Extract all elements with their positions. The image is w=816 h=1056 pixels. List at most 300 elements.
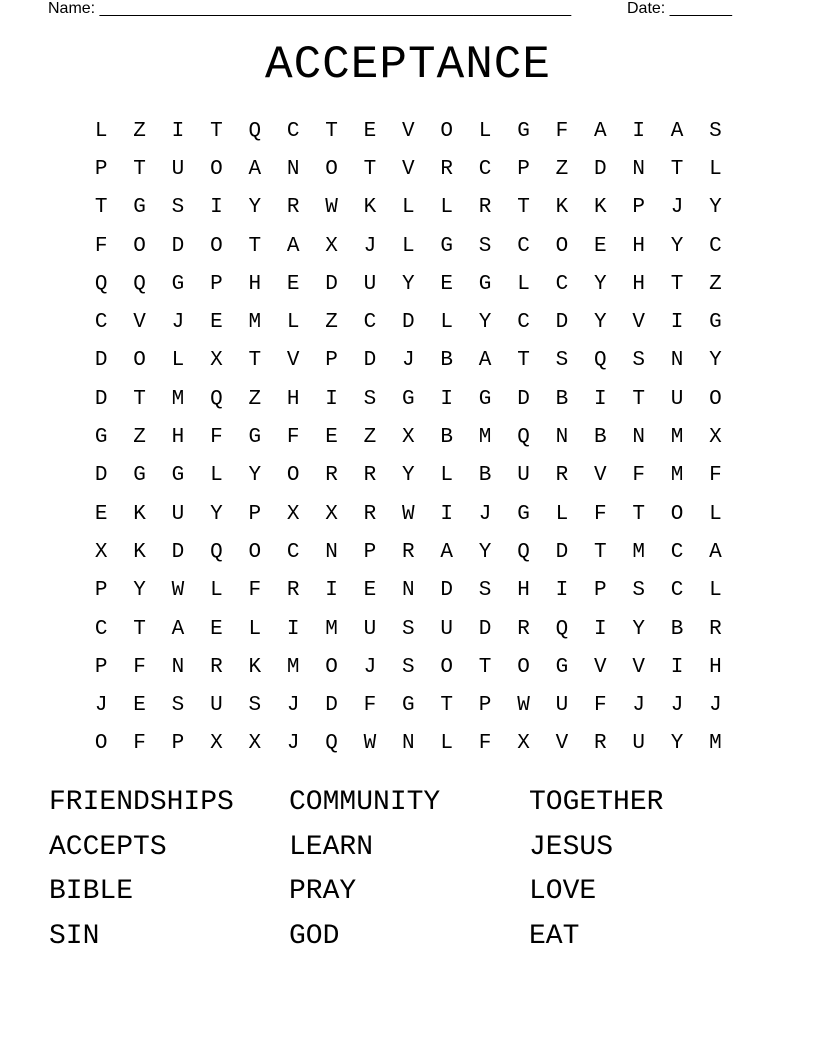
- grid-letter: P: [94, 157, 108, 181]
- grid-letter: E: [325, 426, 338, 450]
- grid-letter: I: [210, 196, 223, 220]
- grid-letter: C: [670, 540, 684, 564]
- grid-letter: S: [555, 349, 569, 373]
- grid-letter: P: [632, 196, 645, 220]
- grid-letter: K: [555, 196, 569, 220]
- grid-letter: C: [286, 119, 300, 143]
- grid-letter: O: [133, 349, 146, 373]
- grid-letter: G: [555, 655, 569, 679]
- word-list-item: LEARN: [289, 831, 374, 863]
- grid-letter: F: [94, 234, 108, 258]
- grid-letter: F: [632, 464, 645, 488]
- grid-letter: K: [133, 540, 146, 564]
- grid-letter: K: [593, 196, 607, 220]
- grid-letter: D: [171, 234, 185, 258]
- grid-letter: P: [363, 540, 377, 564]
- grid-letter: B: [555, 387, 569, 411]
- grid-letter: M: [709, 732, 722, 756]
- grid-letter: J: [363, 234, 377, 258]
- grid-letter: X: [210, 732, 223, 756]
- grid-letter: I: [632, 119, 645, 143]
- grid-letter: D: [363, 349, 377, 373]
- grid-letter: T: [133, 387, 146, 411]
- grid-letter: O: [440, 655, 454, 679]
- worksheet-header: [48, 0, 748, 20]
- grid-letter: C: [709, 234, 722, 258]
- name-field[interactable]: [48, 0, 571, 18]
- grid-letter: S: [632, 579, 645, 603]
- grid-letter: T: [440, 694, 454, 718]
- grid-letter: E: [440, 272, 454, 296]
- grid-letter: N: [632, 426, 645, 450]
- grid-letter: D: [593, 157, 607, 181]
- grid-letter: O: [210, 234, 223, 258]
- grid-letter: O: [133, 234, 146, 258]
- grid-letter: U: [171, 502, 185, 526]
- word-list-item: COMMUNITY: [289, 787, 441, 818]
- grid-letter: Q: [133, 272, 146, 296]
- grid-letter: L: [94, 119, 108, 143]
- grid-letter: V: [133, 311, 146, 335]
- grid-letter: I: [593, 387, 607, 411]
- grid-letter: L: [248, 617, 262, 641]
- grid-letter: Q: [517, 540, 530, 564]
- grid-letter: A: [286, 234, 300, 258]
- grid-letter: L: [210, 464, 223, 488]
- grid-letter: V: [632, 311, 645, 335]
- grid-letter: C: [478, 157, 492, 181]
- grid-letter: L: [709, 579, 722, 603]
- date-line[interactable]: _______: [669, 0, 732, 17]
- grid-letter: H: [286, 387, 300, 411]
- grid-letter: S: [402, 655, 415, 679]
- grid-letter: R: [593, 732, 607, 756]
- grid-letter: F: [286, 426, 300, 450]
- grid-letter: J: [670, 196, 684, 220]
- grid-letter: L: [440, 196, 454, 220]
- grid-letter: H: [517, 579, 530, 603]
- grid-letter: O: [248, 540, 262, 564]
- grid-letter: Y: [402, 272, 415, 296]
- grid-letter: D: [94, 387, 108, 411]
- grid-letter: S: [171, 694, 185, 718]
- letter-grid: [82, 112, 735, 763]
- grid-letter: D: [325, 272, 338, 296]
- grid-letter: T: [325, 119, 338, 143]
- grid-letter: L: [440, 311, 454, 335]
- grid-letter: H: [632, 234, 645, 258]
- grid-letter: F: [133, 655, 146, 679]
- grid-letter: P: [171, 732, 185, 756]
- grid-letter: P: [94, 579, 108, 603]
- grid-letter: T: [632, 387, 645, 411]
- word-list-item: LOVE: [529, 876, 597, 908]
- grid-letter: L: [286, 311, 300, 335]
- grid-letter: X: [94, 540, 108, 564]
- grid-letter: Z: [133, 426, 146, 450]
- grid-letter: I: [325, 387, 338, 411]
- grid-letter: G: [133, 196, 146, 220]
- grid-letter: B: [440, 426, 454, 450]
- grid-letter: E: [210, 311, 223, 335]
- grid-letter: H: [248, 272, 262, 296]
- grid-letter: Q: [248, 119, 262, 143]
- date-label: Date:: [627, 0, 666, 17]
- grid-letter: Y: [593, 272, 607, 296]
- grid-letter: H: [709, 655, 722, 679]
- grid-letter: C: [94, 311, 108, 335]
- grid-letter: Z: [325, 311, 338, 335]
- grid-letter: J: [171, 311, 185, 335]
- grid-letter: J: [286, 694, 300, 718]
- grid-letter: V: [555, 732, 569, 756]
- grid-letter: D: [94, 464, 108, 488]
- word-list-item: SIN: [49, 921, 100, 953]
- grid-letter: C: [517, 311, 530, 335]
- word-list-item: GOD: [289, 921, 340, 953]
- grid-letter: D: [325, 694, 338, 718]
- grid-letter: H: [171, 426, 185, 450]
- grid-letter: Z: [363, 426, 377, 450]
- grid-letter: A: [248, 157, 262, 181]
- grid-letter: B: [670, 617, 684, 641]
- grid-letter: S: [478, 579, 492, 603]
- grid-letter: U: [555, 694, 569, 718]
- grid-letter: I: [440, 387, 454, 411]
- grid-letter: E: [286, 272, 300, 296]
- grid-letter: C: [286, 540, 300, 564]
- grid-letter: B: [440, 349, 454, 373]
- grid-letter: U: [363, 272, 377, 296]
- grid-letter: T: [478, 655, 492, 679]
- grid-letter: J: [670, 694, 684, 718]
- grid-letter: I: [555, 579, 569, 603]
- grid-letter: N: [325, 540, 338, 564]
- grid-letter: I: [670, 655, 684, 679]
- grid-letter: I: [286, 617, 300, 641]
- word-list-item: BIBLE: [49, 876, 134, 908]
- grid-letter: U: [517, 464, 530, 488]
- grid-letter: Y: [670, 732, 684, 756]
- grid-letter: F: [363, 694, 377, 718]
- grid-letter: R: [517, 617, 530, 641]
- grid-letter: S: [478, 234, 492, 258]
- grid-letter: J: [94, 694, 108, 718]
- grid-letter: F: [709, 464, 722, 488]
- grid-letter: N: [555, 426, 569, 450]
- grid-letter: O: [325, 655, 338, 679]
- grid-letter: E: [363, 119, 377, 143]
- grid-letter: I: [325, 579, 338, 603]
- grid-letter: S: [248, 694, 262, 718]
- grid-letter: Z: [555, 157, 569, 181]
- grid-letter: M: [171, 387, 185, 411]
- grid-letter: F: [248, 579, 262, 603]
- grid-letter: G: [171, 464, 185, 488]
- grid-letter: O: [94, 732, 108, 756]
- grid-letter: O: [440, 119, 454, 143]
- grid-letter: C: [94, 617, 108, 641]
- grid-letter: X: [286, 502, 300, 526]
- grid-letter: Z: [133, 119, 146, 143]
- grid-letter: R: [210, 655, 223, 679]
- grid-letter: Q: [593, 349, 607, 373]
- grid-letter: T: [133, 617, 146, 641]
- grid-letter: Y: [248, 196, 262, 220]
- grid-letter: J: [363, 655, 377, 679]
- grid-letter: S: [632, 349, 645, 373]
- grid-letter: J: [632, 694, 645, 718]
- grid-letter: G: [440, 234, 454, 258]
- grid-letter: L: [440, 732, 454, 756]
- grid-letter: P: [248, 502, 262, 526]
- grid-letter: A: [440, 540, 454, 564]
- grid-letter: Y: [478, 311, 492, 335]
- grid-letter: O: [670, 502, 684, 526]
- grid-letter: F: [593, 502, 607, 526]
- grid-letter: T: [517, 196, 530, 220]
- grid-letter: Z: [248, 387, 262, 411]
- grid-letter: U: [210, 694, 223, 718]
- grid-letter: N: [286, 157, 300, 181]
- grid-letter: N: [402, 732, 415, 756]
- grid-letter: C: [555, 272, 569, 296]
- grid-letter: L: [440, 464, 454, 488]
- grid-letter: Y: [478, 540, 492, 564]
- grid-letter: Y: [402, 464, 415, 488]
- grid-letter: Y: [133, 579, 146, 603]
- grid-letter: R: [325, 464, 338, 488]
- grid-letter: G: [94, 426, 108, 450]
- grid-letter: Q: [517, 426, 530, 450]
- grid-letter: N: [402, 579, 415, 603]
- grid-letter: M: [478, 426, 492, 450]
- grid-letter: D: [555, 540, 569, 564]
- grid-letter: F: [478, 732, 492, 756]
- grid-letter: R: [363, 464, 377, 488]
- grid-letter: R: [286, 196, 300, 220]
- grid-letter: K: [133, 502, 146, 526]
- grid-letter: R: [709, 617, 722, 641]
- grid-letter: N: [632, 157, 645, 181]
- grid-letter: R: [555, 464, 569, 488]
- grid-letter: D: [555, 311, 569, 335]
- grid-letter: V: [593, 655, 607, 679]
- grid-letter: X: [210, 349, 223, 373]
- grid-letter: D: [440, 579, 454, 603]
- grid-letter: I: [593, 617, 607, 641]
- grid-letter: G: [248, 426, 262, 450]
- grid-letter: Z: [709, 272, 722, 296]
- grid-letter: J: [286, 732, 300, 756]
- grid-letter: R: [478, 196, 492, 220]
- grid-letter: G: [478, 387, 492, 411]
- grid-letter: Y: [210, 502, 223, 526]
- grid-letter: N: [670, 349, 684, 373]
- word-list-item: JESUS: [529, 831, 614, 863]
- grid-letter: C: [363, 311, 377, 335]
- grid-letter: E: [593, 234, 607, 258]
- grid-letter: I: [440, 502, 454, 526]
- grid-letter: W: [325, 196, 338, 220]
- grid-letter: G: [517, 502, 530, 526]
- grid-letter: P: [478, 694, 492, 718]
- grid-letter: J: [402, 349, 415, 373]
- word-list-item: PRAY: [289, 876, 357, 908]
- word-list-item: EAT: [529, 921, 580, 953]
- grid-letter: W: [363, 732, 377, 756]
- name-label: Name:: [48, 0, 96, 17]
- grid-letter: A: [171, 617, 185, 641]
- grid-letter: R: [440, 157, 454, 181]
- grid-letter: T: [670, 272, 684, 296]
- grid-letter: L: [478, 119, 492, 143]
- grid-letter: V: [593, 464, 607, 488]
- grid-letter: D: [478, 617, 492, 641]
- date-field[interactable]: [627, 0, 732, 18]
- grid-letter: Q: [210, 387, 223, 411]
- grid-letter: X: [402, 426, 415, 450]
- grid-letter: U: [171, 157, 185, 181]
- grid-letter: A: [593, 119, 607, 143]
- grid-letter: A: [670, 119, 684, 143]
- grid-letter: A: [709, 540, 722, 564]
- grid-letter: S: [709, 119, 722, 143]
- grid-letter: H: [632, 272, 645, 296]
- grid-letter: X: [517, 732, 530, 756]
- grid-letter: A: [478, 349, 492, 373]
- grid-letter: O: [517, 655, 530, 679]
- grid-letter: Y: [709, 349, 722, 373]
- grid-letter: E: [94, 502, 108, 526]
- grid-letter: J: [709, 694, 722, 718]
- grid-letter: E: [363, 579, 377, 603]
- grid-letter: L: [210, 579, 223, 603]
- grid-letter: K: [248, 655, 262, 679]
- grid-letter: G: [133, 464, 146, 488]
- grid-letter: D: [402, 311, 415, 335]
- grid-letter: X: [248, 732, 262, 756]
- grid-letter: O: [286, 464, 300, 488]
- grid-letter: Y: [593, 311, 607, 335]
- grid-letter: L: [517, 272, 530, 296]
- grid-letter: L: [402, 234, 415, 258]
- word-list: [49, 784, 769, 963]
- grid-letter: P: [325, 349, 338, 373]
- grid-letter: V: [402, 157, 415, 181]
- grid-letter: U: [440, 617, 454, 641]
- grid-letter: D: [517, 387, 530, 411]
- grid-letter: C: [670, 579, 684, 603]
- grid-letter: S: [171, 196, 185, 220]
- page-title: ACCEPTANCE: [264, 39, 552, 91]
- grid-letter: L: [171, 349, 185, 373]
- grid-letter: P: [210, 272, 223, 296]
- grid-letter: T: [632, 502, 645, 526]
- grid-letter: T: [210, 119, 223, 143]
- grid-letter: Y: [709, 196, 722, 220]
- grid-letter: P: [517, 157, 530, 181]
- grid-letter: L: [555, 502, 569, 526]
- grid-letter: T: [517, 349, 530, 373]
- grid-letter: J: [478, 502, 492, 526]
- grid-letter: U: [632, 732, 645, 756]
- grid-letter: I: [670, 311, 684, 335]
- grid-letter: P: [94, 655, 108, 679]
- grid-letter: U: [670, 387, 684, 411]
- grid-letter: V: [402, 119, 415, 143]
- grid-letter: F: [593, 694, 607, 718]
- grid-letter: R: [363, 502, 377, 526]
- grid-letter: T: [363, 157, 377, 181]
- grid-letter: G: [709, 311, 722, 335]
- grid-letter: O: [325, 157, 338, 181]
- grid-letter: T: [94, 196, 108, 220]
- grid-letter: G: [402, 387, 415, 411]
- grid-letter: E: [133, 694, 146, 718]
- grid-letter: O: [709, 387, 722, 411]
- grid-letter: B: [593, 426, 607, 450]
- grid-letter: I: [171, 119, 185, 143]
- grid-letter: S: [363, 387, 377, 411]
- grid-letter: T: [670, 157, 684, 181]
- grid-letter: M: [286, 655, 300, 679]
- grid-letter: F: [133, 732, 146, 756]
- grid-letter: Y: [632, 617, 645, 641]
- grid-letter: E: [210, 617, 223, 641]
- grid-letter: T: [248, 349, 262, 373]
- grid-letter: X: [709, 426, 722, 450]
- grid-letter: L: [709, 502, 722, 526]
- grid-letter: V: [632, 655, 645, 679]
- grid-letter: R: [402, 540, 415, 564]
- grid-letter: W: [171, 579, 185, 603]
- grid-letter: S: [402, 617, 415, 641]
- grid-letter: L: [709, 157, 722, 181]
- grid-letter: Y: [670, 234, 684, 258]
- grid-letter: Q: [555, 617, 569, 641]
- grid-letter: T: [248, 234, 262, 258]
- grid-letter: M: [248, 311, 262, 335]
- grid-letter: T: [593, 540, 607, 564]
- grid-letter: M: [670, 464, 684, 488]
- grid-letter: Q: [94, 272, 108, 296]
- grid-letter: M: [325, 617, 338, 641]
- grid-letter: F: [555, 119, 569, 143]
- grid-letter: L: [402, 196, 415, 220]
- grid-letter: R: [286, 579, 300, 603]
- grid-letter: P: [593, 579, 607, 603]
- word-list-item: TOGETHER: [529, 787, 664, 818]
- grid-letter: W: [517, 694, 530, 718]
- grid-letter: M: [632, 540, 645, 564]
- grid-letter: N: [171, 655, 185, 679]
- name-line[interactable]: _____________________________________________________: [99, 0, 572, 17]
- grid-letter: B: [478, 464, 492, 488]
- grid-letter: G: [402, 694, 415, 718]
- grid-letter: G: [171, 272, 185, 296]
- grid-letter: D: [94, 349, 108, 373]
- grid-letter: X: [325, 234, 338, 258]
- word-list-item: FRIENDSHIPS: [49, 787, 234, 818]
- grid-letter: C: [517, 234, 530, 258]
- grid-letter: F: [210, 426, 223, 450]
- grid-letter: Q: [210, 540, 223, 564]
- grid-letter: Q: [325, 732, 338, 756]
- word-list-item: ACCEPTS: [49, 831, 167, 863]
- grid-letter: W: [402, 502, 415, 526]
- grid-letter: V: [286, 349, 300, 373]
